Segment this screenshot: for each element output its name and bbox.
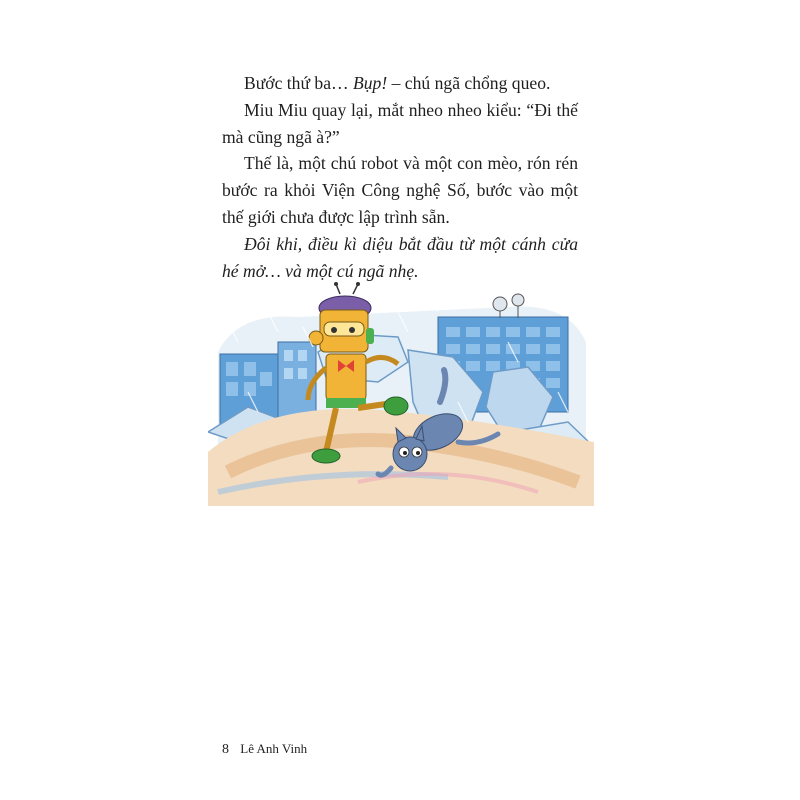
robot-body [326, 354, 366, 400]
robot-and-cat-illustration [208, 282, 594, 506]
page-number: 8 [222, 742, 229, 757]
page-footer [222, 741, 307, 758]
paragraph-4: Đôi khi, điều kì diệu bắt đầu từ một cánh cửa hé mở… và một cú ngã nhẹ. [222, 233, 578, 281]
paragraph-1-text-c: – chú ngã chổng queo. [387, 73, 551, 93]
sound-effect: Bụp! [353, 73, 388, 93]
paragraph-3: Thế là, một chú robot và một con mèo, rón rén bước ra khỏi Viện Công nghệ Số, bước vào một thế giới chưa được lập trình sẵn. [222, 153, 578, 227]
author-name: Lê Anh Vinh [240, 741, 308, 756]
story-text [222, 70, 578, 284]
paragraph-1-text-a: Bước thứ ba… [244, 73, 353, 93]
paragraph-2: Miu Miu quay lại, mắt nheo nheo kiểu: “Đi thế mà cũng ngã à?” [222, 99, 578, 147]
paragraph-1 [222, 70, 578, 97]
